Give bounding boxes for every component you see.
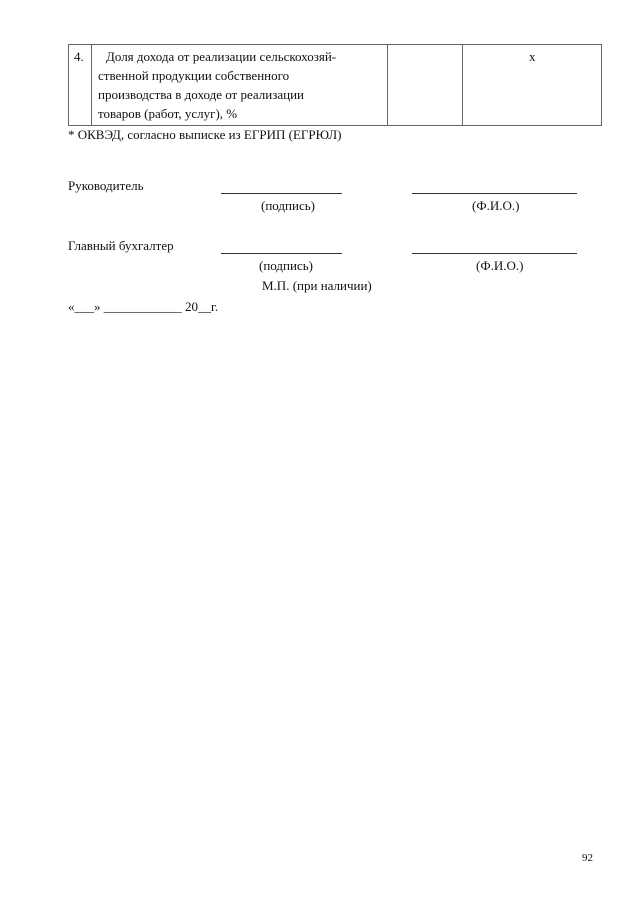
footnote: * ОКВЭД, согласно выписке из ЕГРИП (ЕГРЮЛ) xyxy=(68,127,342,142)
head-sign-caption: (подпись) xyxy=(261,198,315,213)
description-line-4: товаров (работ, услуг), % xyxy=(98,106,238,121)
accountant-signature-line[interactable] xyxy=(221,253,342,254)
description-line-1: Доля дохода от реализации сельскохозяй- xyxy=(106,49,337,64)
head-signature-line[interactable] xyxy=(221,193,342,194)
accountant-label: Главный бухгалтер xyxy=(68,238,174,253)
head-name-caption: (Ф.И.О.) xyxy=(472,198,520,213)
row-description xyxy=(98,47,388,123)
description-line-3: производства в доходе от реализации xyxy=(98,87,305,102)
table-cell-value xyxy=(387,45,463,125)
accountant-name-caption: (Ф.И.О.) xyxy=(476,258,524,273)
date-line[interactable]: «___» ____________ 20__г. xyxy=(68,299,219,314)
head-label: Руководитель xyxy=(68,178,144,193)
accountant-name-line[interactable] xyxy=(412,253,577,254)
description-line-2: ственной продукции собственного xyxy=(98,68,290,83)
stamp-caption: М.П. (при наличии) xyxy=(262,278,372,293)
row-number: 4. xyxy=(74,49,84,64)
mark-cell: х xyxy=(529,49,536,64)
head-name-line[interactable] xyxy=(412,193,577,194)
accountant-sign-caption: (подпись) xyxy=(259,258,313,273)
page-number: 92 xyxy=(582,852,593,864)
